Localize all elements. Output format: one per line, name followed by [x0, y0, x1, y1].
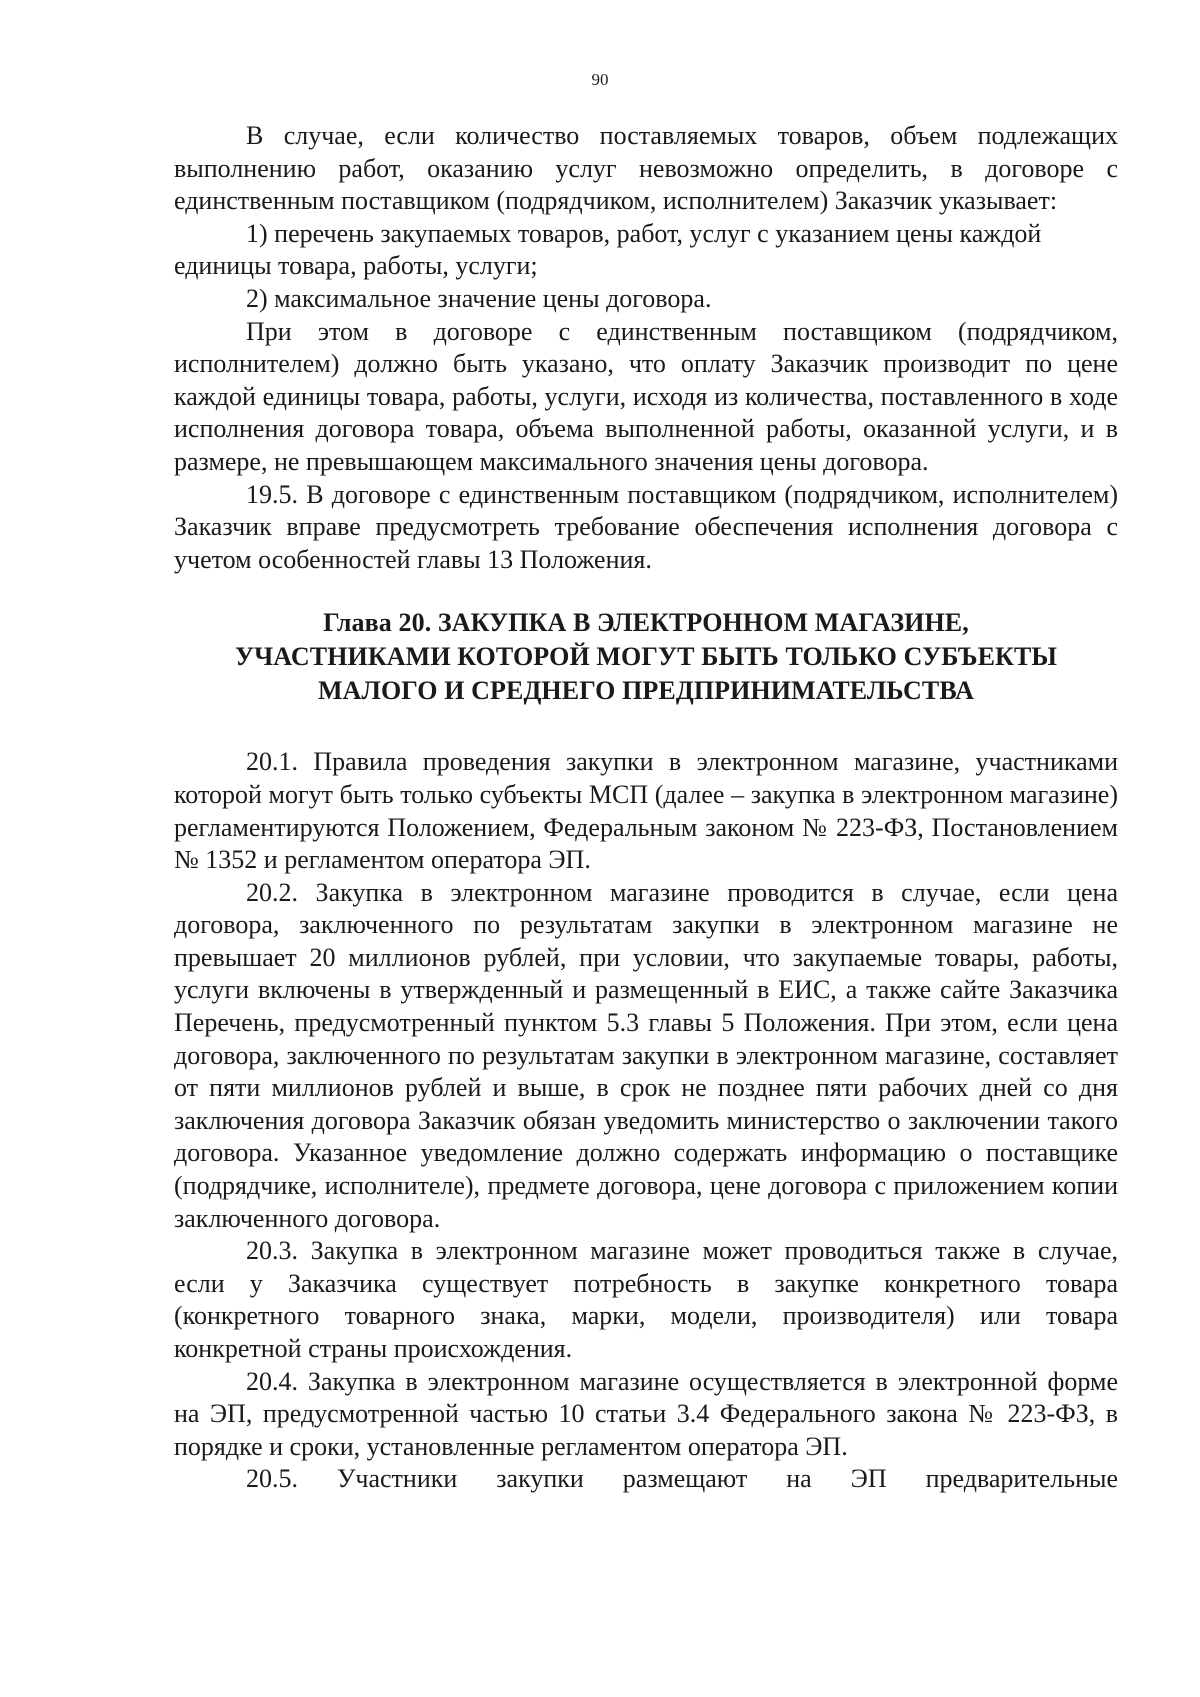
paragraph-20-1: 20.1. Правила проведения закупки в электронном магазине, участниками которой могут быть только субъекты МСП (далее – закупка в электронном магазине) регламентируются Положением, Федеральным законом № 223-ФЗ, Постановлением № 1352 и регламентом оператора ЭП. [174, 747, 1118, 875]
paragraph-20-5: 20.5. Участники закупки размещают на ЭП предварительные [246, 1464, 1118, 1494]
paragraph-20-3: 20.3. Закупка в электронном магазине может проводиться также в случае, если у Заказчика существует потребность в закупке конкретного товара (конкретного товарного знака, марки, модели, производителя) или товара конкретной страны происхождения. [174, 1236, 1118, 1363]
paragraph-unknown-quantity: В случае, если количество поставляемых товаров, объем подлежащих выполнению работ, оказанию услуг невозможно определить, в договоре с единственным поставщиком (подрядчиком, исполнителем) Заказчик указывает: [174, 121, 1118, 216]
chapter-heading-line-2: УЧАСТНИКАМИ КОТОРОЙ МОГУТ БЫТЬ ТОЛЬКО СУБЪЕКТЫ [234, 642, 1058, 672]
chapter-heading-line-1: Глава 20. ЗАКУПКА В ЭЛЕКТРОННОМ МАГАЗИНЕ, [323, 608, 969, 638]
list-item-max-price: 2) максимальное значение цены договора. [246, 283, 712, 313]
page-number: 90 [591, 70, 609, 89]
paragraph-20-2: 20.2. Закупка в электронном магазине проводится в случае, если цена договора, заключенного по результатам закупки в электронном магазине не превышает 20 миллионов рублей, при условии, что закупаемые товары, работы, услуги включены в утвержденный и размещенный в ЕИС, а также сайте Заказчика Перечень, предусмотренный пунктом 5.3 главы 5 Положения. При этом, если цена договора, заключенного по результатам закупки в электронном магазине, составляет от пяти миллионов рублей и выше, в срок не позднее пяти рабочих дней со дня заключения договора Заказчик обязан уведомить министерство о заключении такого договора. Указанное уведомление должно содержать информацию о поставщике (подрядчике, исполнителе), предмете договора, цене договора с приложением копии заключенного договора. [174, 877, 1118, 1233]
paragraph-20-4: 20.4. Закупка в электронном магазине осуществляется в электронной форме на ЭП, предусмотренной частью 10 статьи 3.4 Федерального закона № 223-ФЗ, в порядке и сроки, установленные регламентом оператора ЭП. [174, 1366, 1118, 1461]
list-item-price-list: 1) перечень закупаемых товаров, работ, услуг с указанием цены каждой единицы товара, работы, услуги; [174, 218, 1042, 281]
chapter-heading [174, 606, 1118, 708]
paragraph-19-5: 19.5. В договоре с единственным поставщиком (подрядчиком, исполнителем) Заказчик вправе предусмотреть требование обеспечения исполнения договора с учетом особенностей главы 13 Положения. [174, 479, 1118, 574]
document-body [174, 120, 1118, 1496]
paragraph-payment-terms: При этом в договоре с единственным поставщиком (подрядчиком, исполнителем) должно быть указано, что оплату Заказчик производит по цене каждой единицы товара, работы, услуги, исходя из количества, поставленного в ходе исполнения договора товара, объема выполненной работы, оказанной услуги, и в размере, не превышающем максимального значения цены договора. [174, 316, 1118, 476]
chapter-heading-line-3: МАЛОГО И СРЕДНЕГО ПРЕДПРИНИМАТЕЛЬСТВА [317, 676, 975, 706]
